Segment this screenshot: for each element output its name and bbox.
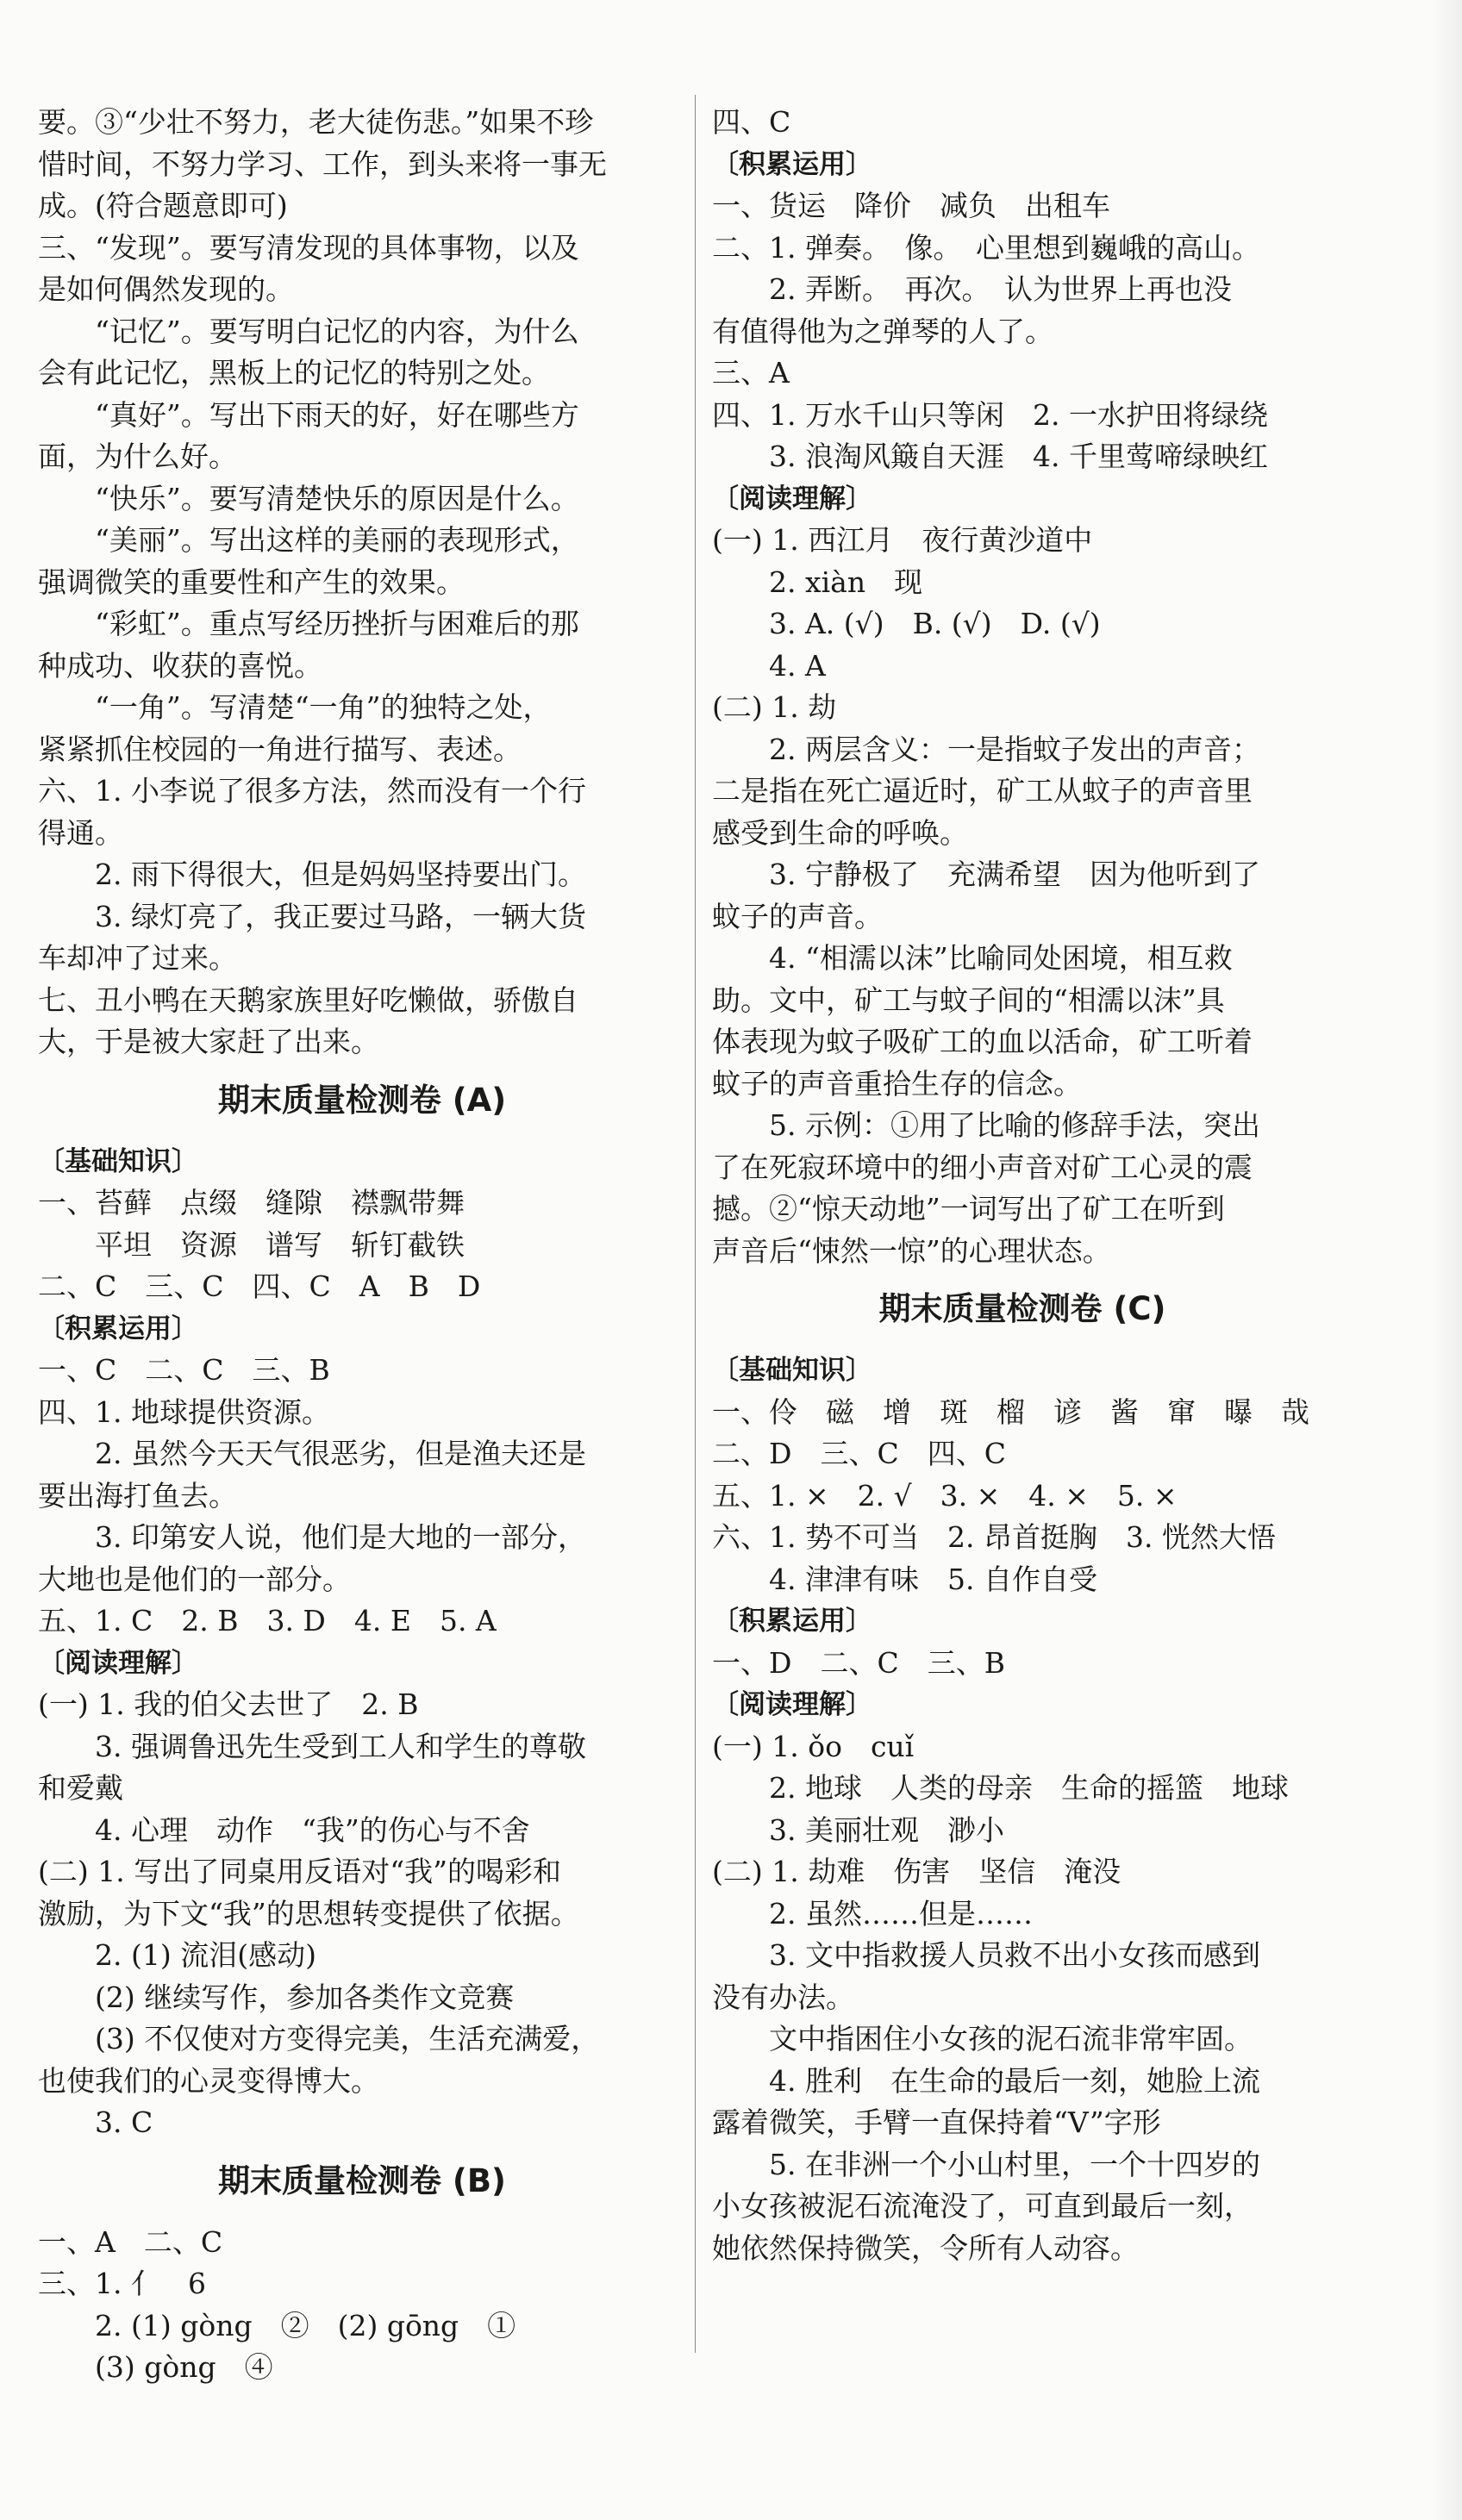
text-line: 四、1. 地球提供资源。 (38, 1394, 330, 1429)
left-column (38, 102, 686, 2389)
text-line: 5. 在非洲一个小山村里，一个十四岁的 (769, 2147, 1260, 2181)
text-line: 大地也是他们的一部分。 (38, 1562, 351, 1596)
text-line: (3) gòng ④ (95, 2350, 273, 2384)
text-line: (一) 1. 我的伯父去世了 2. B (38, 1687, 419, 1721)
page-edge-shadow (1431, 0, 1462, 2520)
text-line: 一、D 二、C 三、B (712, 1645, 1005, 1680)
text-line: 是如何偶然发现的。 (38, 272, 294, 306)
text-line: 二是指在死亡逼近时，矿工从蚊子的声音里 (712, 774, 1253, 808)
text-line: 2. (1) 流泪(感动) (95, 1938, 316, 1972)
text-line: 3. 强调鲁迅先生受到工人和学生的尊敬 (95, 1729, 586, 1763)
text-line: 没有办法。 (712, 1980, 854, 2014)
text-line: 2. 两层含义：一是指蚊子发出的声音； (769, 732, 1260, 766)
text-line: 车却冲了过来。 (38, 941, 237, 975)
text-line: 2. 地球 人类的母亲 生命的摇篮 地球 (769, 1771, 1289, 1805)
text-line: 5. 示例：①用了比喻的修辞手法，突出 (769, 1108, 1260, 1142)
text-line: 二、1. 弹奏。 像。 心里想到巍峨的高山。 (712, 230, 1260, 265)
text-line: 强调微笑的重要性和产生的效果。 (38, 565, 465, 599)
text-line: (3) 不仅使对方变得完美，生活充满爱， (95, 2022, 600, 2055)
text-line: (一) 1. ǒo cuǐ (712, 1729, 915, 1763)
text-line: 撼。②“惊天动地”一词写出了矿工在听到 (712, 1192, 1225, 1226)
text-line: (一) 1. 西江月 夜行黄沙道中 (712, 523, 1093, 557)
text-line: 3. 美丽壮观 渺小 (769, 1812, 1004, 1847)
text-line: “快乐”。要写清楚快乐的原因是什么。 (95, 481, 579, 515)
text-line: 和爱戴 (38, 1771, 123, 1805)
text-line: 3. 浪淘风簸自天涯 4. 千里莺啼绿映红 (769, 440, 1268, 473)
text-line: 蚊子的声音。 (712, 899, 883, 933)
text-line: 三、A (712, 356, 790, 390)
text-line: 了在死寂环境中的细小声音对矿工心灵的震 (712, 1150, 1253, 1184)
text-line: 六、1. 小李说了很多方法，然而没有一个行 (38, 774, 586, 808)
text-line: 2. (1) gòng ② (2) gōng ① (95, 2308, 516, 2342)
text-line: 她依然保持微笑，令所有人动容。 (712, 2230, 1139, 2265)
section-title: 期末质量检测卷 (A) (217, 1081, 507, 1119)
section-heading: 〔积累运用〕 (712, 1606, 872, 1637)
text-line: 文中指困住小女孩的泥石流非常牢固。 (769, 2022, 1253, 2055)
section-heading: 〔积累运用〕 (712, 148, 872, 180)
text-line: 3. C (95, 2105, 153, 2139)
column-divider (695, 95, 696, 2353)
text-line: 一、苔藓 点缀 缝隙 襟飘带舞 (38, 1186, 465, 1219)
section-heading: 〔阅读理解〕 (712, 1689, 872, 1720)
text-line: 2. 虽然……但是…… (769, 1896, 1033, 1931)
text-line: 二、C 三、C 四、C A B D (38, 1269, 481, 1303)
section-title: 期末质量检测卷 (B) (218, 2161, 506, 2199)
text-line: 3. 宁静极了 充满希望 因为他听到了 (769, 858, 1260, 891)
text-line: 2. 雨下得很大，但是妈妈坚持要出门。 (95, 858, 586, 891)
text-line: 一、C 二、C 三、B (38, 1353, 330, 1387)
text-line: 也使我们的心灵变得博大。 (38, 2063, 379, 2098)
text-line: 六、1. 势不可当 2. 昂首挺胸 3. 恍然大悟 (712, 1520, 1276, 1554)
text-line: 一、伶 磁 增 斑 榴 谚 酱 窜 曝 哉 (712, 1394, 1309, 1429)
section-title: 期末质量检测卷 (C) (878, 1290, 1166, 1327)
text-line: 露着微笑，手臂一直保持着“V”字形 (712, 2105, 1161, 2139)
text-line: 面，为什么好。 (38, 440, 237, 473)
text-line: 会有此记忆，黑板上的记忆的特别之处。 (38, 356, 550, 390)
text-line: 二、D 三、C 四、C (712, 1437, 1006, 1470)
text-line: “美丽”。写出这样的美丽的表现形式， (95, 523, 579, 557)
text-line: 蚊子的声音重拾生存的信念。 (712, 1066, 1082, 1101)
text-line: 三、“发现”。要写清发现的具体事物，以及 (38, 230, 579, 265)
text-line: 要。③“少壮不努力，老大徒伤悲。”如果不珍 (38, 105, 594, 139)
text-line: 声音后“悚然一惊”的心理状态。 (712, 1233, 1111, 1268)
text-line: 得通。 (38, 815, 123, 850)
text-line: 成。(符合题意即可) (38, 189, 288, 222)
section-heading: 〔基础知识〕 (38, 1145, 198, 1177)
text-line: 有值得他为之弹琴的人了。 (712, 314, 1053, 348)
text-line: 五、1. C 2. B 3. D 4. E 5. A (38, 1604, 497, 1637)
text-line: 4. 胜利 在生命的最后一刻，她脸上流 (769, 2063, 1260, 2098)
text-line: 一、A 二、C (38, 2224, 223, 2259)
text-line: 七、丑小鸭在天鹅家族里好吃懒做，骄傲自 (38, 982, 578, 1017)
text-line: 一、货运 降价 减负 出租车 (712, 189, 1110, 222)
text-line: 助。文中，矿工与蚊子间的“相濡以沫”具 (712, 982, 1225, 1017)
text-line: 2. 虽然今天天气很恶劣，但是渔夫还是 (95, 1437, 586, 1470)
text-line: 要出海打鱼去。 (38, 1478, 237, 1513)
text-line: 3. 印第安人说，他们是大地的一部分， (95, 1520, 586, 1554)
text-line: “记忆”。要写明白记忆的内容，为什么 (95, 314, 579, 348)
text-line: 种成功、收获的喜悦。 (38, 648, 322, 683)
text-line: 小女孩被泥石流淹没了，可直到最后一刻， (712, 2189, 1253, 2223)
text-line: (2) 继续写作，参加各类作文竞赛 (95, 1980, 515, 2014)
text-line: “真好”。写出下雨天的好，好在哪些方 (95, 397, 579, 432)
text-line: 4. 心理 动作 “我”的伤心与不舍 (95, 1812, 530, 1847)
text-line: 感受到生命的呼唤。 (712, 815, 968, 850)
section-heading: 〔阅读理解〕 (38, 1647, 198, 1679)
text-line: 3. A. (√) B. (√) D. (√) (769, 607, 1101, 640)
section-heading: 〔积累运用〕 (38, 1313, 198, 1344)
text-line: 2. 弄断。 再次。 认为世界上再也没 (769, 272, 1232, 306)
text-line: “彩虹”。重点写经历挫折与困难后的那 (95, 607, 579, 640)
text-line: (二) 1. 写出了同桌用反语对“我”的喝彩和 (38, 1855, 561, 1888)
text-line: 2. xiàn 现 (769, 565, 923, 599)
text-line: 四、1. 万水千山只等闲 2. 一水护田将绿绕 (712, 397, 1268, 432)
text-line: 体表现为蚊子吸矿工的血以活命，矿工听着 (712, 1025, 1253, 1058)
text-line: 4. 津津有味 5. 自作自受 (769, 1562, 1097, 1596)
text-line: 激励，为下文“我”的思想转变提供了依据。 (38, 1896, 579, 1931)
text-line: 3. 文中指救援人员救不出小女孩而感到 (769, 1938, 1260, 1972)
right-column (712, 102, 1333, 2269)
section-heading: 〔阅读理解〕 (712, 483, 872, 515)
text-line: 惜时间，不努力学习、工作，到头来将一事无 (38, 147, 607, 181)
text-line: 4. A (769, 648, 826, 683)
text-line: 五、1. × 2. √ 3. × 4. × 5. × (712, 1478, 1178, 1513)
text-line: 三、1. 亻 6 (38, 2267, 206, 2300)
section-heading: 〔基础知识〕 (712, 1355, 872, 1386)
text-line: 四、C (712, 105, 791, 139)
text-line: (二) 1. 劫难 伤害 坚信 淹没 (712, 1855, 1121, 1888)
text-line: 大，于是被大家赶了出来。 (38, 1025, 379, 1058)
text-line: 4. “相濡以沫”比喻同处困境，相互救 (769, 941, 1233, 975)
text-line: (二) 1. 劫 (712, 690, 837, 724)
text-line: 紧紧抓住校园的一角进行描写、表述。 (38, 732, 522, 766)
text-line: “一角”。写清楚“一角”的独特之处， (95, 690, 552, 724)
text-line: 3. 绿灯亮了，我正要过马路，一辆大货 (95, 899, 586, 933)
text-line: 平坦 资源 谱写 斩钉截铁 (95, 1227, 465, 1262)
